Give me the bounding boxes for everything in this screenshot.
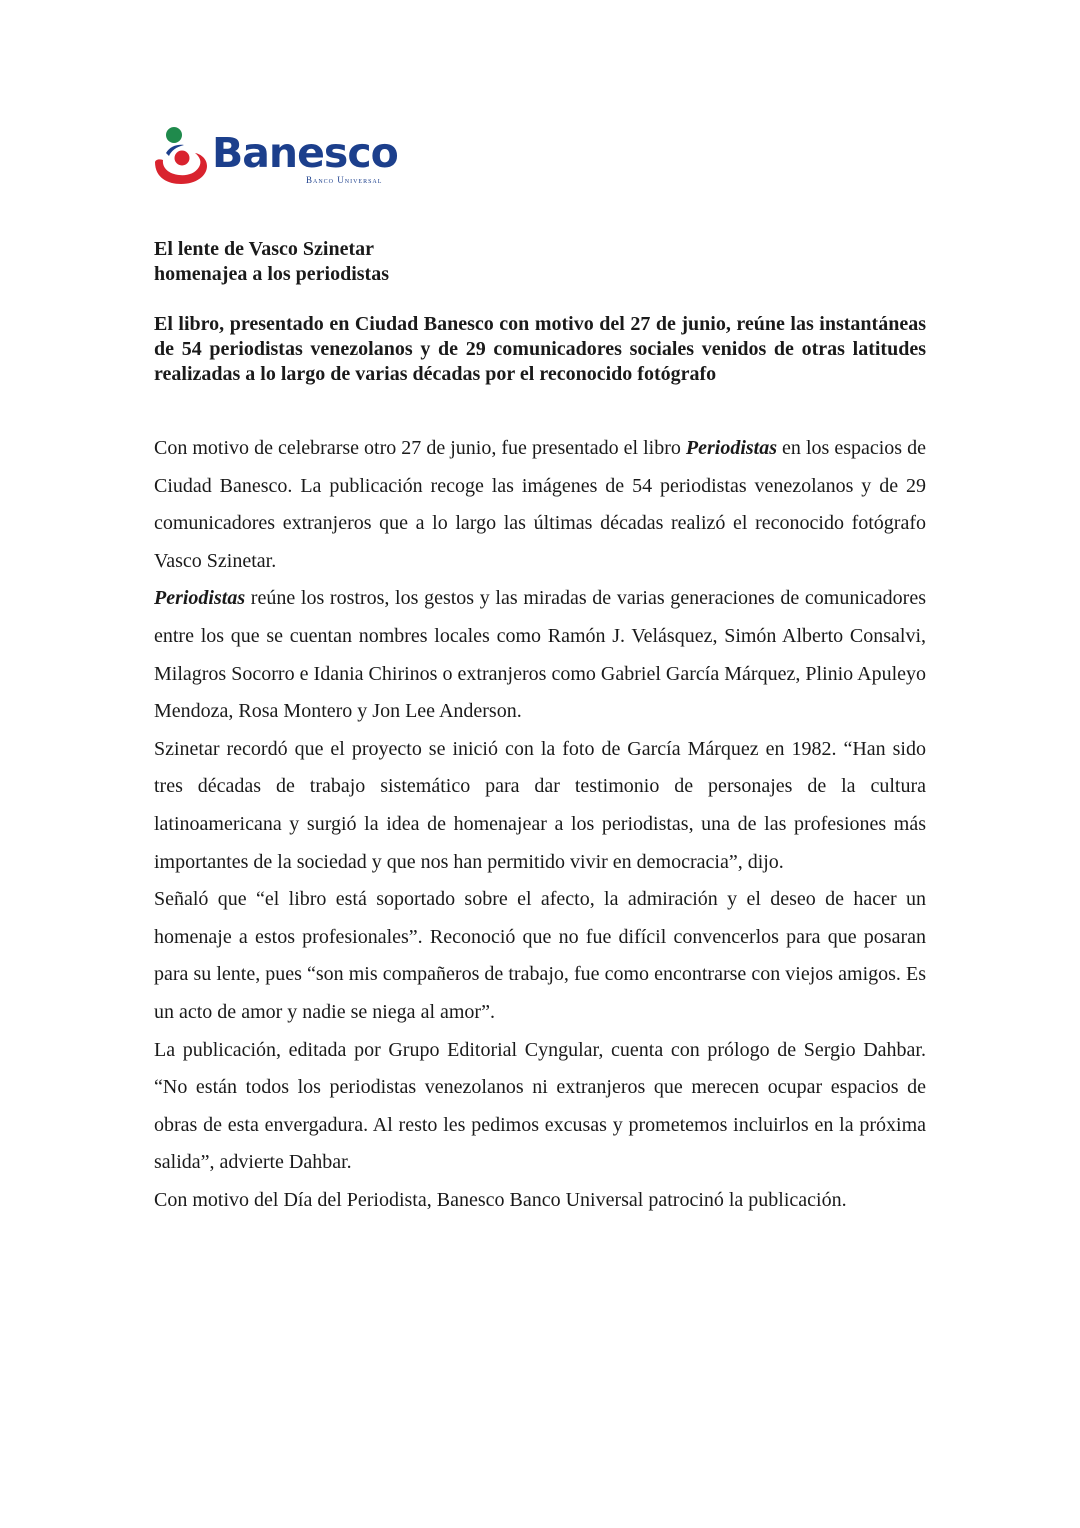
paragraph-1-text-a: Con motivo de celebrarse otro 27 de junio, fue presentado el libro bbox=[154, 437, 686, 459]
paragraph-1-text-b: en los espacios de Ciudad Banesco. La publicación recoge las imágenes de 54 periodistas venezolanos y de 29 comunicadores extranjeros que a lo largo las últimas décadas realizó el reconocido fotógrafo Vasco Szinetar. bbox=[154, 437, 926, 572]
logo-wordmark: Banesco bbox=[212, 129, 398, 177]
paragraph-2 bbox=[154, 580, 926, 730]
headline-line-1: El lente de Vasco Szinetar bbox=[154, 238, 374, 260]
paragraph-6: Con motivo del Día del Periodista, Banesco Banco Universal patrocinó la publicación. bbox=[154, 1188, 847, 1211]
paragraph-3: Szinetar recordó que el proyecto se inició con la foto de García Márquez en 1982. “Han sido tres décadas de trabajo sistemático para dar testimonio de personajes de la cultura latinoamericana y surgió la idea de homenajear a los periodistas, una de las profesiones más importantes de la sociedad y que nos han permitido vivir en democracia”, dijo. bbox=[154, 737, 926, 873]
article-body bbox=[154, 430, 926, 1219]
paragraph-1 bbox=[154, 430, 926, 580]
book-title: Periodistas bbox=[685, 437, 778, 459]
banesco-emblem-icon bbox=[152, 126, 210, 188]
headline-line-2: homenajea a los periodistas bbox=[154, 263, 389, 285]
book-title: Periodistas bbox=[154, 587, 246, 610]
paragraph-5: La publicación, editada por Grupo Editorial Cyngular, cuenta con prólogo de Sergio Dahbar. “No están todos los periodistas venezolanos ni extranjeros que merecen ocupar espacios de obras de esta envergadura. Al resto les pedimos excusas y prometemos incluirlos en la próxima salida”, advierte Dahbar. bbox=[154, 1038, 926, 1174]
banesco-logo bbox=[152, 126, 422, 190]
summary-lead: El libro, presentado en Ciudad Banesco con motivo del 27 de junio, reúne las instantáneas de 54 periodistas venezolanos y de 29 comunicadores sociales venidos de otras latitudes realizadas a lo largo de varias décadas por el reconocido fotógrafo bbox=[154, 313, 926, 385]
logo-tagline: Banco Universal bbox=[306, 175, 383, 185]
headline bbox=[154, 237, 714, 287]
paragraph-2-text: reúne los rostros, los gestos y las miradas de varias generaciones de comunicadores entre los que se cuentan nombres locales como Ramón J. Velásquez, Simón Alberto Consalvi, Milagros Socorro e Idania Chirinos o extranjeros como Gabriel García Márquez, Plinio Apuleyo Mendoza, Rosa Montero y Jon Lee Anderson. bbox=[154, 587, 926, 723]
paragraph-4: Señaló que “el libro está soportado sobre el afecto, la admiración y el deseo de hacer un homenaje a estos profesionales”. Reconoció que no fue difícil convencerlos para que posaran para su lente, pues “son mis compañeros de trabajo, fue como encontrarse con viejos amigos. Es un acto de amor y nadie se niega al amor”. bbox=[154, 888, 926, 1023]
